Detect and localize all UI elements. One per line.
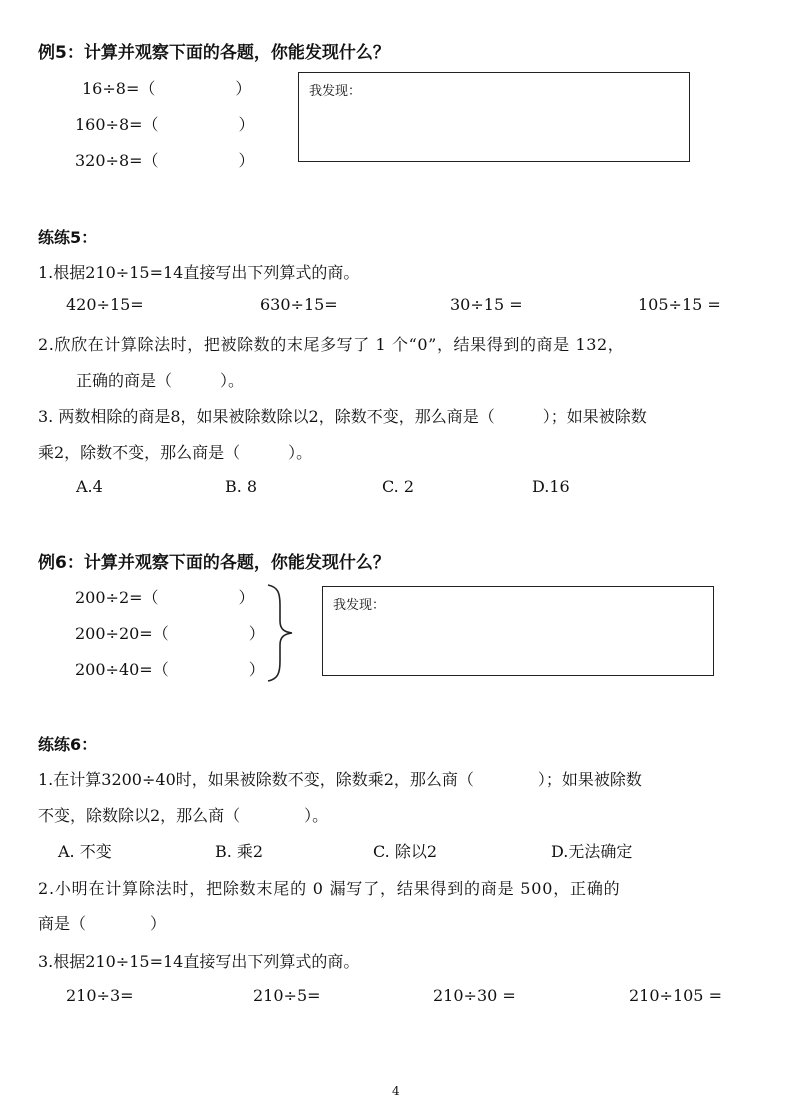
- curly-brace-icon: [262, 583, 296, 683]
- practice-6-q3-item-1: 210÷3=: [66, 986, 134, 1005]
- practice-5-q1: 1.根据210÷15=14直接写出下列算式的商。: [38, 263, 360, 282]
- practice-6-title: 练练6：: [38, 735, 98, 754]
- practice-5-q3-line-2: 乘2，除数不变，那么商是（ ）。: [38, 443, 313, 462]
- practice-5-q2-line-1: 2.欣欣在计算除法时，把被除数的末尾多写了 1 个“0”，结果得到的商是 132，: [38, 335, 625, 354]
- example-5-item-3: 320÷8=（ ）: [75, 151, 255, 170]
- practice-6-q1-option-d: D.无法确定: [551, 842, 633, 861]
- example-5-item-1: 16÷8=（ ）: [82, 79, 252, 98]
- practice-6-q2-line-1: 2.小明在计算除法时，把除数末尾的 0 漏写了，结果得到的商是 500，正确的: [38, 879, 621, 898]
- example-6-item-1: 200÷2=（ ）: [75, 588, 255, 607]
- example-6-discovery-box[interactable]: [322, 586, 714, 676]
- practice-6-q3-item-3: 210÷30 =: [433, 986, 516, 1005]
- practice-6-q3-item-2: 210÷5=: [253, 986, 321, 1005]
- practice-5-q3-option-d: D.16: [532, 477, 570, 496]
- practice-5-q3-option-c: C. 2: [382, 477, 415, 496]
- practice-6-q2-line-2: 商是（ ）: [38, 914, 167, 933]
- example-5-title: 例5：计算并观察下面的各题，你能发现什么？: [38, 43, 390, 63]
- practice-6-q1-option-c: C. 除以2: [373, 842, 438, 861]
- practice-5-q1-item-4: 105÷15 =: [638, 295, 721, 314]
- example-5-item-2: 160÷8=（ ）: [75, 115, 255, 134]
- practice-5-q3-line-1: 3. 两数相除的商是8，如果被除数除以2，除数不变，那么商是（ ）；如果被除数: [38, 407, 647, 426]
- discovery-label: 我发现：: [333, 598, 386, 613]
- discovery-label: 我发现：: [309, 84, 362, 99]
- example-6-title: 例6：计算并观察下面的各题，你能发现什么？: [38, 553, 390, 573]
- example-6-item-2: 200÷20=（ ）: [75, 624, 265, 643]
- practice-6-q1-option-b: B. 乘2: [215, 842, 264, 861]
- practice-6-q1-line-2: 不变，除数除以2，那么商（ ）。: [38, 806, 329, 825]
- practice-5-q1-item-2: 630÷15=: [260, 295, 338, 314]
- practice-5-title: 练练5：: [38, 228, 98, 247]
- practice-6-q1-option-a: A. 不变: [58, 842, 112, 861]
- practice-6-q1-line-1: 1.在计算3200÷40时，如果被除数不变，除数乘2，那么商（ ）；如果被除数: [38, 770, 642, 789]
- example-6-item-3: 200÷40=（ ）: [75, 660, 265, 679]
- practice-5-q3-option-b: B. 8: [225, 477, 258, 496]
- practice-5-q2-line-2: 正确的商是（ ）。: [76, 371, 245, 390]
- page-number: 4: [392, 1084, 400, 1098]
- practice-5-q3-option-a: A.4: [76, 477, 103, 496]
- practice-5-q1-item-1: 420÷15=: [66, 295, 144, 314]
- example-5-discovery-box[interactable]: [298, 72, 690, 162]
- practice-5-q1-item-3: 30÷15 =: [450, 295, 523, 314]
- practice-6-q3-item-4: 210÷105 =: [629, 986, 722, 1005]
- practice-6-q3: 3.根据210÷15=14直接写出下列算式的商。: [38, 952, 360, 971]
